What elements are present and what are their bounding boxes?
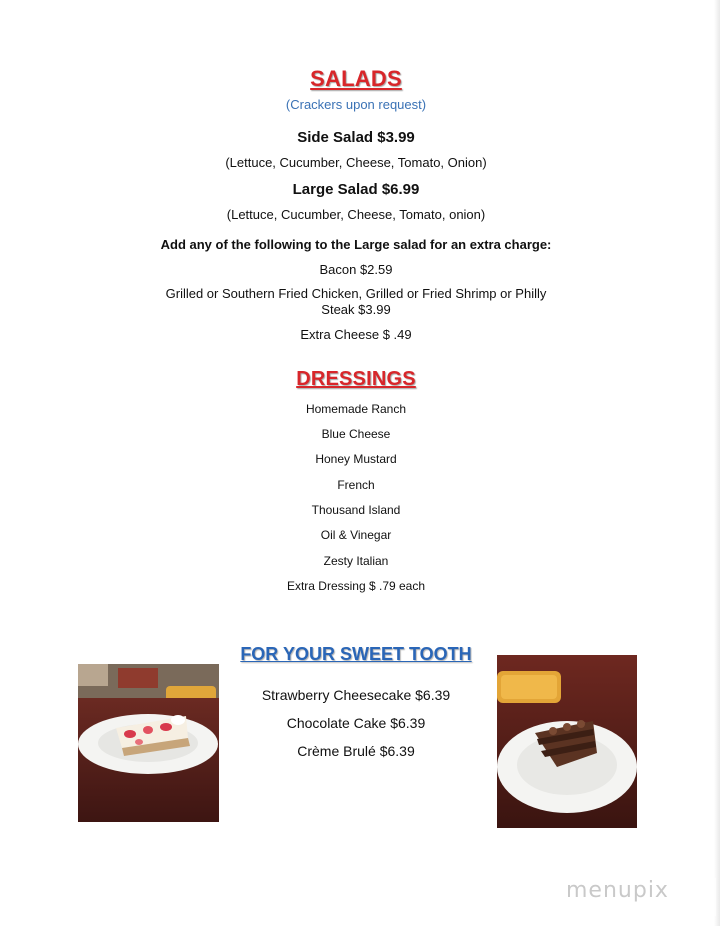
protein-addon-line1: Grilled or Southern Fried Chicken, Grilled or Fried Shrimp or Philly — [165, 286, 547, 301]
dressing-item: Homemade Ranch — [305, 402, 407, 416]
dressing-item: Honey Mustard — [315, 452, 397, 466]
dessert-item: Crème Brulé $6.39 — [297, 743, 415, 759]
salads-heading: SALADS — [310, 66, 402, 91]
large-salad-item: Large Salad $6.99 — [292, 181, 420, 198]
sweet-tooth-heading: FOR YOUR SWEET TOOTH — [240, 644, 472, 664]
side-salad-item: Side Salad $3.99 — [297, 129, 415, 146]
side-salad-description: (Lettuce, Cucumber, Cheese, Tomato, Onion) — [225, 155, 487, 170]
extra-cheese-addon: Extra Cheese $ .49 — [300, 327, 412, 342]
dressing-item: Oil & Vinegar — [320, 528, 392, 542]
page-edge-shadow — [714, 0, 720, 926]
watermark-text: menupix — [566, 878, 669, 903]
dressing-item: Thousand Island — [311, 503, 401, 517]
salads-note: (Crackers upon request) — [285, 97, 427, 112]
large-salad-description: (Lettuce, Cucumber, Cheese, Tomato, onion) — [226, 207, 486, 222]
extra-dressing-item: Extra Dressing $ .79 each — [286, 579, 426, 593]
protein-addon-line2: Steak $3.99 — [321, 302, 391, 317]
chocolate-cake-photo — [497, 655, 637, 828]
dressing-item: Blue Cheese — [321, 427, 391, 441]
dressing-item: French — [337, 478, 375, 492]
addons-heading: Add any of the following to the Large salad for an extra charge: — [160, 237, 552, 252]
dressings-heading: DRESSINGS — [296, 368, 416, 390]
dessert-item: Strawberry Cheesecake $6.39 — [261, 687, 451, 703]
dressing-item: Zesty Italian — [323, 554, 389, 568]
menupix-watermark — [566, 878, 716, 916]
bacon-addon: Bacon $2.59 — [319, 262, 393, 277]
cheesecake-photo — [78, 664, 219, 822]
dessert-item: Chocolate Cake $6.39 — [286, 715, 426, 731]
